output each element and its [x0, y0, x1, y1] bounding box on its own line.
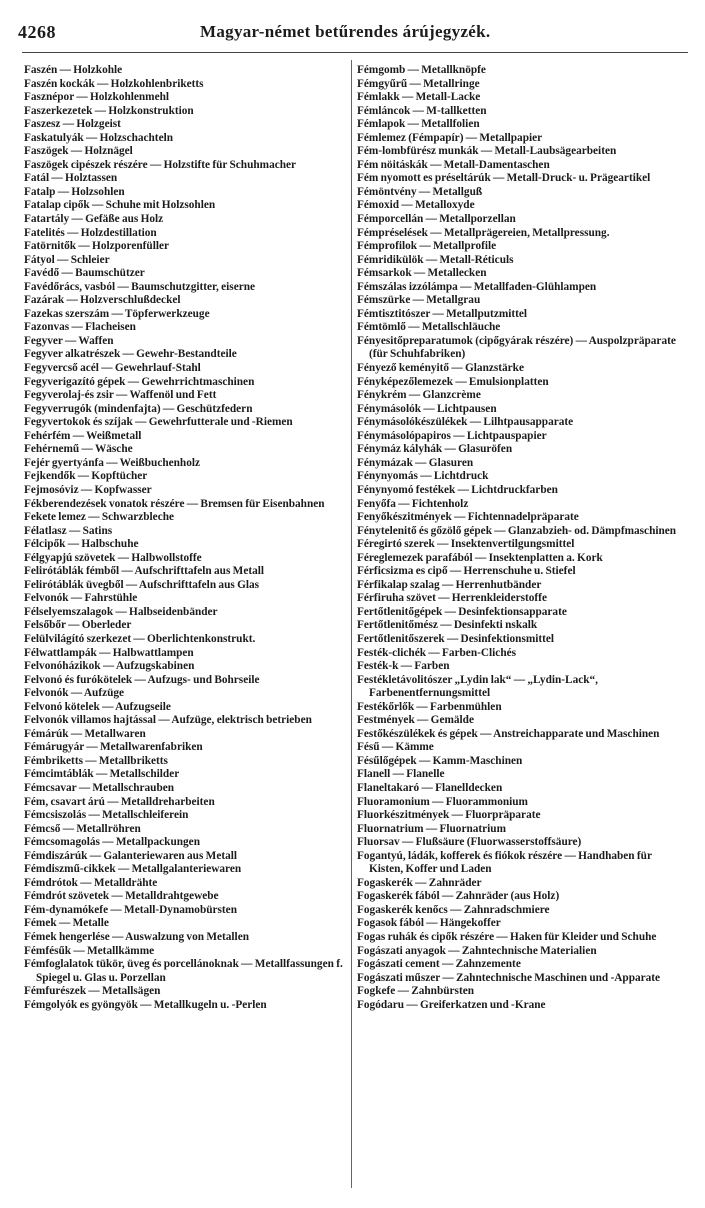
glossary-entry: Fémcsiszolás — Metallschleiferein [24, 809, 189, 822]
glossary-entry: Fatalap cipők — Schuhe mit Holzsohlen [24, 199, 216, 212]
glossary-entry: Félcipők — Halbschuhe [24, 538, 139, 551]
glossary-entry: Felvonó kötelek — Aufzugseile [24, 700, 171, 713]
glossary-entry: Féreglemezek parafából — Insektenplatten a. Kork [357, 551, 603, 564]
page-number: 4268 [18, 22, 56, 42]
glossary-entry: Fémcimtáblák — Metallschilder [24, 768, 180, 781]
glossary-entry: Fém nyomott es préseltárúk — Metall-Druck- u. Prägeartikel [357, 172, 651, 185]
glossary-entry: Félgyapjú szövetek — Halbwollstoffe [24, 551, 202, 564]
glossary-entry: Fékberendezések vonatok részére — Bremsen für Eisenbahnen [24, 497, 325, 510]
glossary-entry: Fémszálas izzólámpa — Metallfaden-Glühlampen [357, 280, 597, 293]
glossary-entry: Fluorkészitmények — Fluorpräparate [357, 809, 541, 822]
glossary-entry: Fémek hengerlése — Auswalzung von Metallen [24, 931, 249, 943]
glossary-entry: Fogászati cement — Zahnzemente [357, 958, 521, 971]
glossary-entry: Fogaskerék kenőcs — Zahnradschmiere [357, 903, 550, 916]
glossary-entry: Fémgolyók es gyöngyök — Metallkugeln u. -Perlen [24, 998, 267, 1011]
glossary-entry: Fémdrót szövetek — Metalldrahtgewebe [24, 890, 219, 903]
right-column [357, 64, 687, 1012]
glossary-entry: Fogas ruhák és cipők részére — Haken für Kleider und Schuhe [357, 931, 657, 943]
glossary-entry: Fatartály — Gefäße aus Holz [24, 213, 164, 226]
glossary-entry: Fémpréselések — Metallprägereien, Metallpressung. [357, 226, 610, 239]
glossary-entry: Fazekas szerszám — Töpferwerkzeuge [24, 307, 210, 320]
glossary-entry: Fénymásolókészülékek — Lilhtpausapparate [357, 416, 574, 429]
glossary-entry: Fénytelenitő és gőzölő gépek — Glanzabzieh- od. Dämpfmaschinen [357, 524, 677, 537]
glossary-entry: Fegyverigazító gépek — Gewehrrichtmaschinen [24, 375, 255, 388]
glossary-entry: Fémtömlő — Metallschläuche [357, 321, 501, 334]
glossary-entry: Fenyőfa — Fichtenholz [357, 497, 469, 510]
glossary-entry: Fémbriketts — Metallbriketts [24, 754, 168, 767]
glossary-entry: Fekete lemez — Schwarzbleche [24, 511, 175, 524]
glossary-entry: Fluornatrium — Fluornatrium [357, 822, 506, 835]
glossary-entry: Fémlapok — Metallfolien [357, 118, 480, 131]
glossary-entry: Fémláncok — M-tallketten [357, 104, 487, 117]
glossary-entry: Fémdrótok — Metalldrähte [24, 876, 158, 889]
glossary-entry: Fejmosóviz — Kopfwasser [24, 483, 152, 496]
glossary-entry: Fertőtlenitőmész — Desinfekti nskalk [357, 619, 538, 632]
glossary-entry: Fém-lombfürész munkák — Metall-Laubsägearbeiten [357, 145, 617, 158]
glossary-entry: Faszerkezetek — Holzkonstruktion [24, 104, 194, 117]
glossary-entry: Fluoramonium — Fluorammonium [357, 795, 528, 808]
glossary-entry: Fogkefe — Zahnbürsten [357, 985, 474, 998]
glossary-entry: Faszén — Holzkohle [24, 64, 123, 76]
glossary-entry: Fémcső — Metallröhren [24, 822, 141, 835]
glossary-entry: Fatál — Holztassen [24, 172, 118, 185]
glossary-entry: Fémcsomagolás — Metallpackungen [24, 836, 200, 849]
glossary-entry: Fénymásolópapiros — Lichtpauspapier [357, 429, 547, 442]
glossary-entry: Fegyverrugók (mindenfajta) — Geschützfedern [24, 402, 253, 415]
glossary-entry: Fertőtlenitőszerek — Desinfektionsmittel [357, 632, 555, 645]
glossary-entry: Fésű — Kämme [357, 741, 434, 754]
glossary-entry: Favédőrács, vasból — Baumschutzgitter, eiserne [24, 280, 256, 293]
glossary-entry: Fémlemez (Fémpapír) — Metallpapier [357, 131, 543, 144]
glossary-entry: Fényező keményitő — Glanzstärke [357, 362, 524, 375]
glossary-entry: Fémridikülök — Metall-Réticuls [357, 253, 514, 266]
glossary-entry: Felirótáblák üvegből — Aufschrifttafeln aus Glas [24, 578, 260, 591]
glossary-entry: Festék-clichék — Farben-Clichés [357, 646, 517, 659]
running-title: Magyar-német betűrendes árújegyzék. [200, 22, 491, 41]
glossary-entry: Fatelités — Holzdestillation [24, 226, 157, 239]
glossary-entry: Felvonóházikok — Aufzugskabinen [24, 660, 195, 673]
glossary-entry: Festék-k — Farben [357, 660, 450, 673]
glossary-entry: Fogódaru — Greiferkatzen und -Krane [357, 998, 546, 1011]
glossary-entry: Fényesitőpreparatumok (cipőgyárak részére) — Auspolzpräparate (für Schuhfabriken) [357, 334, 676, 361]
glossary-entry: Félselyemszalagok — Halbseidenbänder [24, 605, 218, 618]
glossary-entry: Favédő — Baumschützer [24, 267, 145, 280]
glossary-entry: Fémfésűk — Metallkämme [24, 944, 155, 957]
glossary-entry: Felvonók villamos hajtással — Aufzüge, elektrisch betrieben [24, 714, 312, 727]
glossary-entry: Fénynyomó festékek — Lichtdruckfarben [357, 483, 558, 496]
glossary-entry: Fémoxid — Metalloxyde [357, 199, 475, 212]
glossary-entry: Festékőrlők — Farbenmühlen [357, 700, 502, 713]
glossary-entry: Fazárak — Holzverschlußdeckel [24, 294, 181, 307]
glossary-entry: Felirótáblák fémből — Aufschrifttafeln aus Metall [24, 565, 265, 578]
glossary-entry: Férfiruha szövet — Herrenkleiderstoffe [357, 592, 547, 605]
glossary-entry: Fénymásolók — Lichtpausen [357, 402, 497, 415]
glossary-entry: Felvonók — Aufzüge [24, 687, 125, 700]
glossary-entry: Fátyol — Schleier [24, 253, 110, 266]
glossary-entry: Felvonó és furókötelek — Aufzugs- und Bohrseile [24, 673, 260, 686]
glossary-entry: Fazonvas — Flacheisen [24, 321, 136, 334]
glossary-entry: Fegyver — Waffen [24, 334, 114, 347]
glossary-entry: Fehérfém — Weißmetall [24, 429, 142, 442]
glossary-entry: Flanell — Flanelle [357, 768, 445, 781]
glossary-entry: Fertőtlenitőgépek — Desinfektionsapparate [357, 605, 567, 618]
header-rule [22, 52, 688, 53]
glossary-entry: Fasznépor — Holzkohlenmehl [24, 91, 170, 104]
glossary-entry: Fogasok fából — Hängekoffer [357, 917, 501, 930]
glossary-entry: Festőkészülékek és gépek — Anstreichapparate und Maschinen [357, 727, 660, 740]
glossary-entry: Fenyőkészitmények — Fichtennadelpräparate [357, 511, 579, 524]
glossary-entry: Faszén kockák — Holzkohlenbriketts [24, 77, 204, 90]
glossary-entry: Fogászati anyagok — Zahntechnische Materialien [357, 944, 597, 957]
glossary-entry: Férficsizma es cipő — Herrenschuhe u. Stiefel [357, 565, 576, 578]
glossary-entry: Félwattlampák — Halbwattlampen [24, 646, 194, 659]
glossary-entry: Fémgomb — Metallknöpfe [357, 64, 486, 76]
glossary-entry: Fém-dynamókefe — Metall-Dynamobürsten [24, 903, 237, 916]
glossary-entry: Faskatulyák — Holzschachteln [24, 131, 174, 144]
glossary-entry: Fémek — Metalle [24, 917, 109, 930]
glossary-entry: Fémárugyár — Metallwarenfabriken [24, 741, 203, 754]
glossary-entry: Flaneltakaró — Flanelldecken [357, 781, 503, 794]
glossary-entry: Fém, csavart árú — Metalldreharbeiten [24, 795, 215, 808]
glossary-entry: Fésűlőgépek — Kamm-Maschinen [357, 754, 523, 767]
glossary-entry: Fém nöitáskák — Metall-Damentaschen [357, 158, 550, 171]
glossary-entry: Fémprofilok — Metallprofile [357, 240, 497, 253]
glossary-entry: Fémporcellán — Metallporzellan [357, 213, 516, 226]
glossary-entry: Fémcsavar — Metallschrauben [24, 781, 175, 794]
glossary-entry: Felvonók — Fahrstühle [24, 592, 138, 605]
left-column [24, 64, 356, 1012]
page-header [18, 22, 688, 48]
glossary-entry: Fatalp — Holzsohlen [24, 185, 125, 198]
glossary-entry: Faszögek cipészek részére — Holzstifte für Schuhmacher [24, 158, 297, 171]
glossary-entry: Fejér gyertyánfa — Weißbuchenholz [24, 456, 200, 469]
glossary-entry: Fogaskerék — Zahnräder [357, 876, 482, 889]
glossary-entry: Fémsarkok — Metallecken [357, 267, 487, 280]
glossary-entry: Fegyver alkatrészek — Gewehr-Bestandteile [24, 348, 237, 361]
glossary-entry: Fényképezőlemezek — Emulsionplatten [357, 375, 549, 388]
glossary-entry: Fémgyűrű — Metallringe [357, 77, 480, 90]
glossary-entry: Fogantyú, ládák, kofferek és fiókok részére — Handhaben für Kisten, Koffer und Laden [357, 849, 652, 876]
glossary-entry: Fénynyomás — Lichtdruck [357, 470, 489, 483]
glossary-entry: Fegyvertokok és szíjak — Gewehrfutterale und -Riemen [24, 416, 293, 429]
glossary-entry: Fegyvercső acél — Gewehrlauf-Stahl [24, 362, 201, 375]
glossary-entry: Fémszürke — Metallgrau [357, 294, 481, 307]
glossary-entry: Fémlakk — Metall-Lacke [357, 91, 481, 104]
glossary-entry: Festékletávolitószer „Lydin lak“ — „Lydin-Lack“, Farbenentfernungsmittel [357, 673, 599, 700]
glossary-entry: Felülvilágító szerkezet — Oberlichtenkonstrukt. [24, 632, 256, 645]
glossary-entry: Félatlasz — Satins [24, 524, 113, 537]
glossary-entry: Fejkendők — Kopftücher [24, 470, 148, 483]
glossary-entry: Faszesz — Holzgeist [24, 118, 121, 131]
glossary-entry: Fémfoglalatok tükör, üveg és porcellánoknak — Metallfassungen f. Spiegel u. Glas u. Porzellan [24, 958, 343, 984]
glossary-entry: Fémdiszárúk — Galanteriewaren aus Metall [24, 849, 238, 862]
glossary-entry: Fehérnemű — Wäsche [24, 443, 133, 456]
glossary-entry: Faszögek — Holznägel [24, 145, 133, 158]
glossary-entry: Fémárúk — Metallwaren [24, 727, 146, 740]
glossary-entry: Férfikalap szalag — Herrenhutbänder [357, 578, 542, 591]
glossary-entry: Fémfurészek — Metallsägen [24, 985, 161, 998]
glossary-entry: Fénykrém — Glanzcrème [357, 389, 481, 402]
glossary-entry: Fatörnitők — Holzporenfüller [24, 240, 170, 253]
glossary-entry: Fémtisztitószer — Metallputzmittel [357, 307, 528, 320]
glossary-entry: Fémdiszmű-cikkek — Metallgalanteriewaren [24, 863, 242, 876]
glossary-entry: Fegyverolaj-és zsir — Waffenöl und Fett [24, 389, 217, 402]
glossary-entry: Felsőbőr — Oberleder [24, 619, 132, 632]
glossary-entry: Fogaskerék fából — Zahnräder (aus Holz) [357, 890, 560, 903]
glossary-entry: Féregirtó szerek — Insektenvertilgungsmittel [357, 538, 575, 551]
glossary-entry: Fénymáz kályhák — Glasuröfen [357, 443, 513, 456]
glossary-entry: Fénymázak — Glasuren [357, 456, 474, 469]
glossary-entry: Fémöntvény — Metallguß [357, 185, 483, 198]
glossary-entry: Fogászati műszer — Zahntechnische Maschinen und -Apparate [357, 971, 661, 984]
glossary-entry: Festmények — Gemälde [357, 714, 474, 727]
column-divider [351, 60, 352, 1188]
glossary-entry: Fluorsav — Flußsäure (Fluorwasserstoffsäure) [357, 836, 582, 849]
